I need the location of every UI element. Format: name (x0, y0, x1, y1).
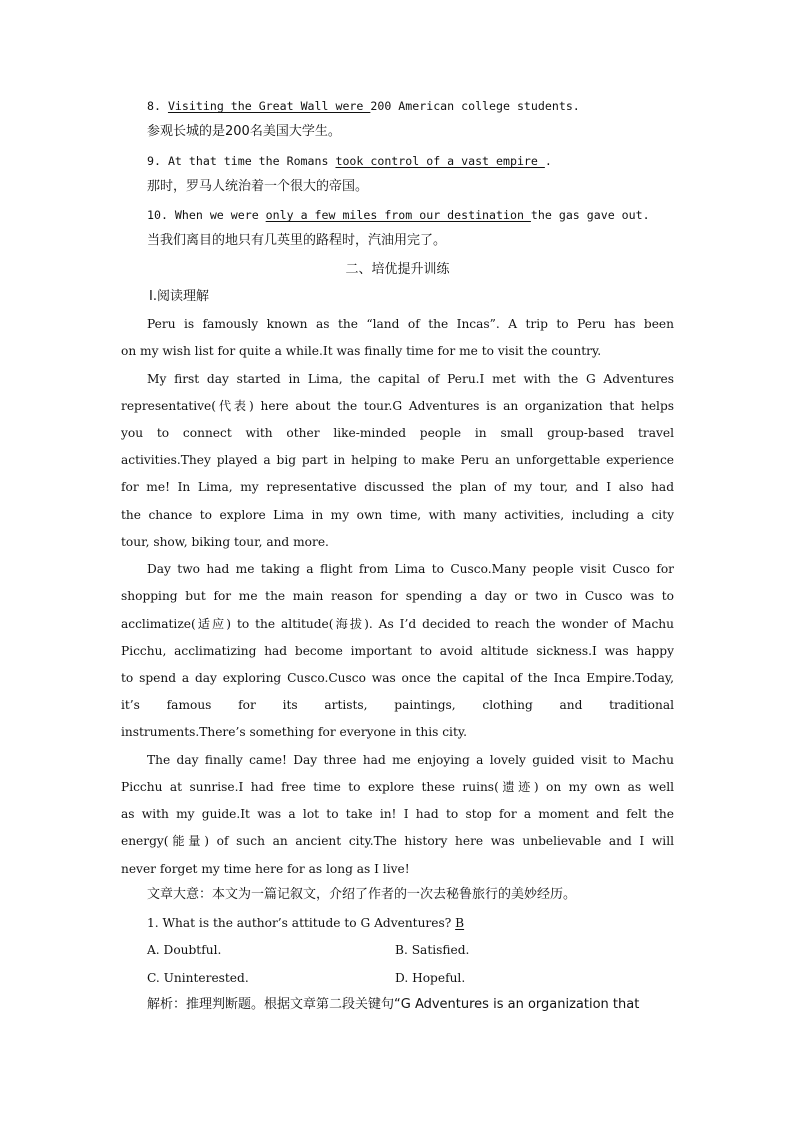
item-text: 8. (147, 99, 168, 113)
subsection-title: Ⅰ.阅读理解 (149, 289, 209, 304)
item-text: 200 American college students. (370, 99, 580, 113)
item-text: . (544, 154, 552, 168)
fill-in-item-9 (147, 153, 674, 169)
item-text: 9. At that time the Romans (147, 154, 336, 168)
passage-line: Picchu at sunrise.I had free time to explore these ruins(遗迹) on my own as well (121, 780, 674, 794)
summary: 文章大意：本文为一篇记叙文，介绍了作者的一次去秘鲁旅行的美妙经历。 (147, 887, 577, 902)
question-text: 1. What is the author’s attitude to G Adventures? (147, 916, 456, 930)
answer-blank: only a few miles from our destination (265, 208, 531, 222)
option-a: A. Doubtful. (147, 943, 222, 957)
passage-line: never forget my time here for as long as I live! (121, 862, 410, 876)
passage-line: energy(能量) of such an ancient city.The history here was unbelievable and I will (121, 834, 674, 848)
section-title: 二、培优提升训练 (345, 262, 450, 277)
passage-line: My first day started in Lima, the capital of Peru.I met with the G Adventures (147, 372, 674, 386)
passage-line: for me! In Lima, my representative discussed the plan of my tour, and I also had (121, 480, 674, 494)
answer-blank: took control of a vast empire (335, 154, 545, 168)
passage-line: tour, show, biking tour, and more. (121, 535, 329, 549)
item-text: 10. When we were (147, 208, 266, 222)
passage-line: Day two had me taking a flight from Lima to Cusco.Many people visit Cusco for (147, 562, 674, 576)
answer-blank: Visiting the Great Wall were (167, 99, 371, 113)
passage-line: The day finally came! Day three had me enjoying a lovely guided visit to Machu (147, 753, 674, 767)
item-text: the gas gave out. (530, 208, 650, 222)
fill-in-item-10 (147, 207, 674, 223)
translation-9: 那时，罗马人统治着一个很大的帝国。 (147, 179, 369, 194)
passage-line: the chance to explore Lima in my own time, with many activities, including a city (121, 508, 674, 522)
translation-10: 当我们离目的地只有几英里的路程时，汽油用完了。 (147, 233, 447, 248)
option-d: D. Hopeful. (395, 971, 466, 985)
passage-line: it’s famous for its artists, paintings, clothing and traditional (121, 698, 674, 712)
passage-line: acclimatize(适应) to the altitude(海拔). As I’d decided to reach the wonder of Machu (121, 617, 674, 631)
option-b: B. Satisfied. (395, 943, 470, 957)
passage-line: on my wish list for quite a while.It was finally time for me to visit the country. (121, 344, 602, 358)
passage-line: to spend a day exploring Cusco.Cusco was once the capital of the Inca Empire.Today, (121, 671, 674, 685)
passage-line: as with my guide.It was a lot to take in! I had to stop for a moment and felt the (121, 807, 674, 821)
answer-blank: B (455, 916, 465, 930)
analysis: 解析：推理判断题。根据文章第二段关键句“G Adventures is an organization that (147, 997, 640, 1012)
passage-line: activities.They played a big part in helping to make Peru an unforgettable experience (121, 453, 674, 467)
passage-line: Picchu, acclimatizing had become important to avoid altitude sickness.I was happy (121, 644, 674, 658)
passage-line: shopping but for me the main reason for spending a day or two in Cusco was to (121, 589, 674, 603)
translation-8: 参观长城的是200名美国大学生。 (147, 124, 341, 139)
question-1 (147, 915, 674, 931)
passage-line: Peru is famously known as the “land of the Incas”. A trip to Peru has been (147, 317, 674, 331)
option-c: C. Uninterested. (147, 971, 249, 985)
passage-line: representative(代表) here about the tour.G Adventures is an organization that helps (121, 399, 674, 413)
fill-in-item-8 (147, 98, 674, 114)
passage-line: instruments.There’s something for everyone in this city. (121, 725, 467, 739)
passage-line: you to connect with other like-minded people in small group-based travel (121, 426, 674, 440)
